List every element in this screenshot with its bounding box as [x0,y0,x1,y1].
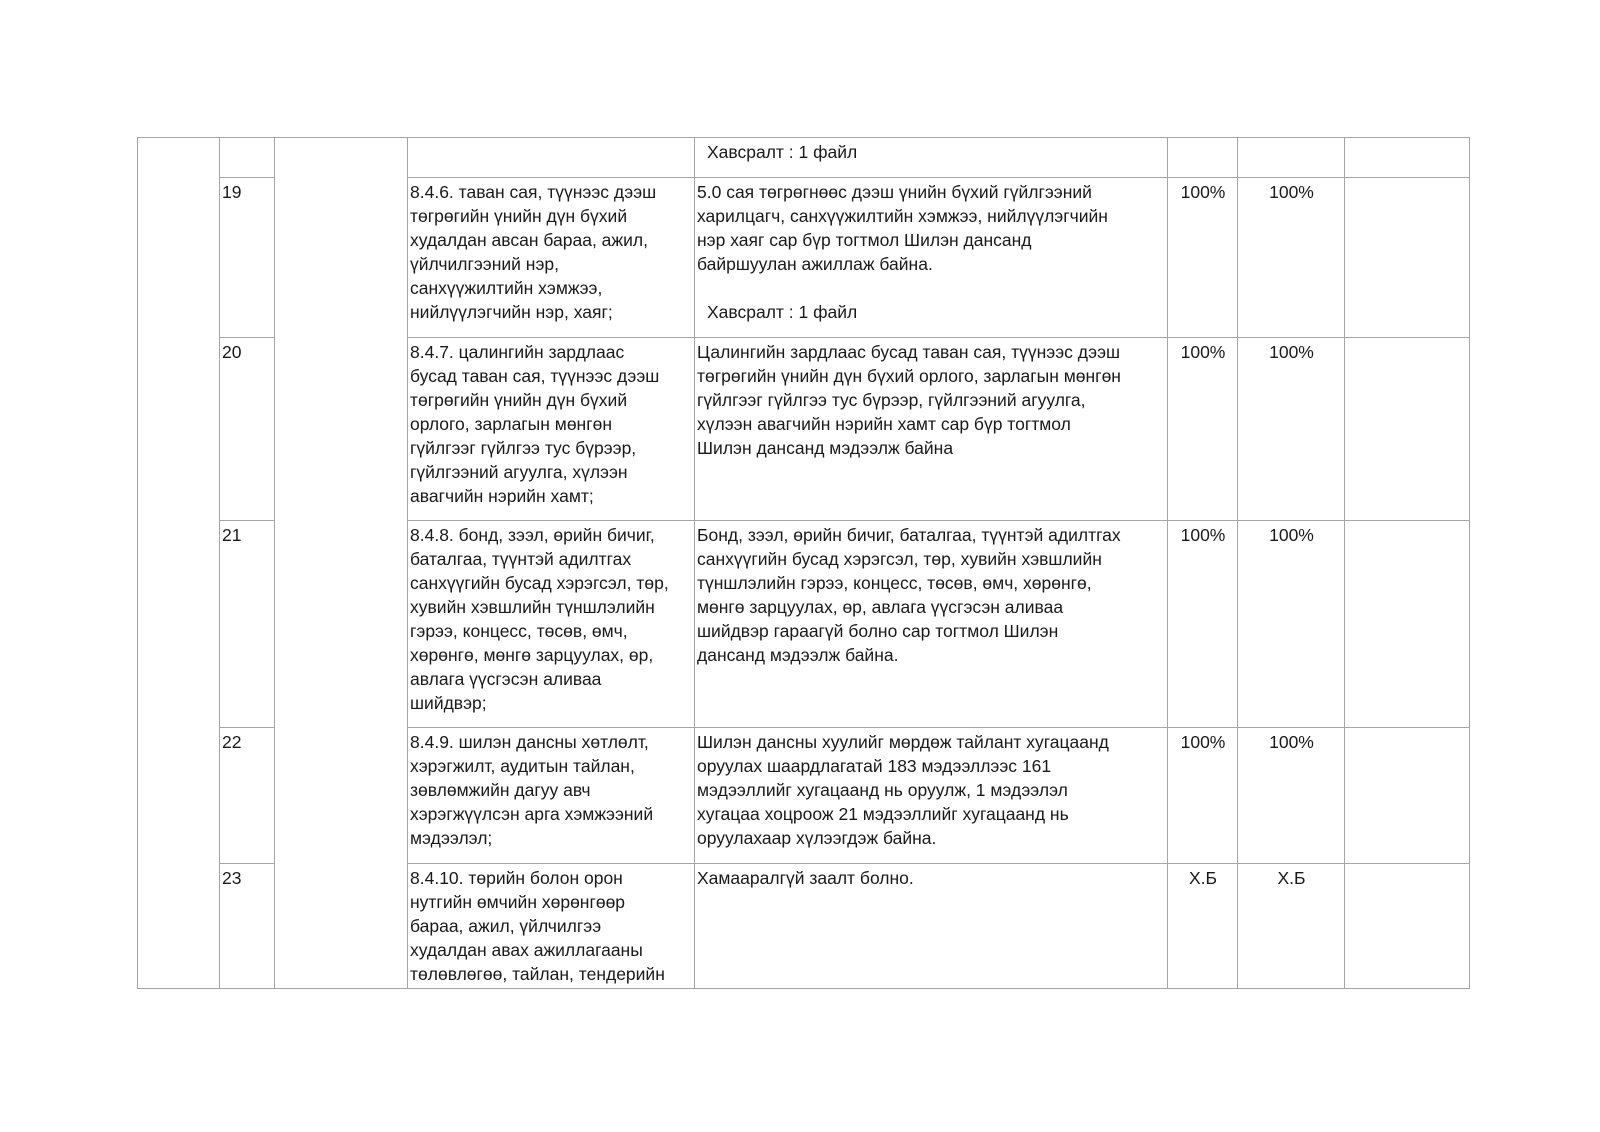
row-number [220,138,275,178]
score-cell-2: 100% [1238,521,1345,728]
note-cell [1345,338,1470,521]
status-cell: Хамааралгүй заалт болно. [695,864,1168,989]
note-cell [1345,138,1470,178]
requirement-cell: 8.4.10. төрийн болон орон нутгийн өмчийн хөрөнгөөр бараа, ажил, үйлчилгээ худалдан авах ажиллагааны төлөвлөгөө, тайлан, тендерийн [408,864,695,989]
section-cell [138,138,220,989]
note-cell [1345,728,1470,864]
row-number: 20 [220,338,275,521]
attachment-label: Хавсралт : 1 файл [707,142,858,162]
requirement-cell: 8.4.7. цалингийн зардлаас бусад таван сая, түүнээс дээш төгрөгийн үнийн дүн бүхий орлого, зарлагын мөнгөн гүйлгээг гүйлгээ тус бүрээр, гүйлгээний агуулга, хүлээн авагчийн нэрийн хамт; [408,338,695,521]
score-cell-2: Х.Б [1238,864,1345,989]
status-cell: Шилэн дансны хуулийг мөрдөж тайлант хугацаанд оруулах шаардлагатай 183 мэдээллээс 161 мэдээллийг хугацаанд нь оруулж, 1 мэдээлэл хугацаа хоцроож 21 мэдээллийг хугацаанд нь оруулахаар хүлээгдэж байна. [695,728,1168,864]
requirement-cell [408,138,695,178]
score-cell-1: 100% [1168,338,1238,521]
category-cell [275,138,408,989]
score-cell-1 [1168,138,1238,178]
note-cell [1345,864,1470,989]
note-cell [1345,521,1470,728]
report-table [137,137,1470,989]
status-cell: Цалингийн зардлаас бусад таван сая, түүнээс дээш төгрөгийн үнийн дүн бүхий орлого, зарлагын мөнгөн гүйлгээг гүйлгээ тус бүрээр, гүйлгээний агуулга, хүлээн авагчийн нэрийн хамт сар бүр тогтмол Шилэн дансанд мэдээлж байна [695,338,1168,521]
row-number: 19 [220,178,275,338]
score-cell-2 [1238,138,1345,178]
requirement-cell: 8.4.9. шилэн дансны хөтлөлт, хэрэгжилт, аудитын тайлан, зөвлөмжийн дагуу авч хэрэгжүүлсэн арга хэмжээний мэдээлэл; [408,728,695,864]
row-number: 23 [220,864,275,989]
score-cell-1: 100% [1168,728,1238,864]
score-cell-2: 100% [1238,728,1345,864]
status-text: 5.0 сая төгрөгнөөс дээш үнийн бүхий гүйлгээний харилцагч, санхүүжилтийн хэмжээ, нийлүүлэгчийн нэр хаяг сар бүр тогтмол Шилэн дансанд байршуулан ажиллаж байна. [697,182,1108,274]
score-cell-2: 100% [1238,178,1345,338]
requirement-cell: 8.4.8. бонд, зээл, өрийн бичиг, баталгаа, түүнтэй адилтгах санхүүгийн бусад хэрэгсэл, төр, хувийн хэвшлийн түншлэлийн гэрээ, концесс, төсөв, өмч, хөрөнгө, мөнгө зарцуулах, өр, авлага үүсгэсэн аливаа шийдвэр; [408,521,695,728]
attachment-label: Хавсралт : 1 файл [707,302,858,322]
row-number: 22 [220,728,275,864]
row-number: 21 [220,521,275,728]
score-cell-2: 100% [1238,338,1345,521]
requirement-cell: 8.4.6. таван сая, түүнээс дээш төгрөгийн үнийн дүн бүхий худалдан авсан бараа, ажил, үйлчилгээний нэр, санхүүжилтийн хэмжээ, нийлүүлэгчийн нэр, хаяг; [408,178,695,338]
note-cell [1345,178,1470,338]
status-cell: Бонд, зээл, өрийн бичиг, баталгаа, түүнтэй адилтгах санхүүгийн бусад хэрэгсэл, төр, хувийн хэвшлийн түншлэлийн гэрээ, концесс, төсөв, өмч, хөрөнгө, мөнгө зарцуулах, өр, авлага үүсгэсэн аливаа шийдвэр гараагүй болно сар тогтмол Шилэн дансанд мэдээлж байна. [695,521,1168,728]
score-cell-1: Х.Б [1168,864,1238,989]
score-cell-1: 100% [1168,178,1238,338]
score-cell-1: 100% [1168,521,1238,728]
status-cell [695,138,1168,178]
table-row [138,138,1470,178]
status-cell [695,178,1168,338]
